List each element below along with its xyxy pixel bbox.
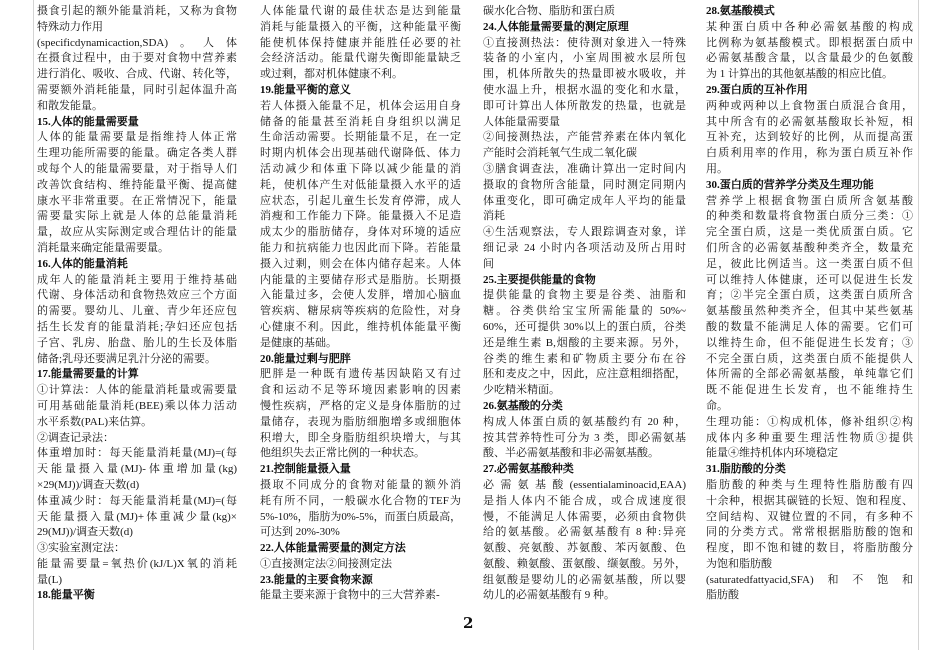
paragraph [37,446,237,493]
text-line: 人体能量需要量 [483,115,560,128]
text-line: 同的分类方式。常常根据脂肪酸的饱和 [706,526,913,539]
section-heading: 28.氨基酸模式 [706,5,775,17]
paragraph [483,225,686,272]
paragraph [706,478,913,573]
text-line: 5%-10%，脂肪为0%-5%，而蛋白质最高， [260,510,461,523]
text-line: 碳水化合物、脂肪和蛋白质 [483,5,615,17]
text-line: 生理功能所需要的能量。确定各类人群 [37,147,237,160]
text-column-1 [37,4,237,604]
text-line: 会经济活动。能量代谢失衡即能量缺乏 [260,52,461,65]
text-line: 还是维生素 B,烟酸的主要来源。另外， [483,336,686,349]
page-border-left [33,0,34,650]
paragraph [260,478,461,541]
text-line: 代谢、身体活动和食物热效应三个方面 [37,289,237,302]
text-line: 细记录 24 小时内各项活动及所占用时 [483,241,686,254]
text-line: 装备的小室内，小室周围被水层所包 [483,52,686,65]
text-line: 体重增加时：每天能量消耗量(MJ)=(每 [37,447,237,460]
text-line: 谷类的维生素和矿物质主要分布在谷 [483,352,686,365]
section-heading: 30.蛋白质的营养学分类及生理功能 [706,178,874,191]
paragraph [706,415,913,462]
text-line: 能使机体保持健康并能胜任必要的社 [260,36,461,49]
paragraph [483,36,686,131]
paragraph [37,36,237,115]
text-line: 脂肪酸 [706,589,739,602]
text-line: 天能量摄入量(MJ)+体重减少量(kg)× [37,510,237,523]
text-line: 人体的能量需要量是指维持人体正常 [37,131,237,144]
section-heading: 26.氨基酸的分类 [483,399,563,412]
text-line: ②调查记录法： [37,431,114,444]
paragraph [37,494,237,541]
text-line: 足，彼此比例适当。这一类蛋白质不但 [706,257,913,270]
text-line: 能力和抗病能力也因此而下降。若能量 [260,241,461,254]
text-line: 能量主要来源于食物中的三大营养素- [260,589,440,602]
text-line: 以维持生命，但不能促进生长发育；③ [706,336,913,349]
text-line: 构成人体蛋白质的氨基酸约有 20 种， [483,415,686,428]
text-line: ×29(MJ))/调查天数(d) [37,478,140,491]
text-line: 十余种，根据其碳链的长短、饱和程度、 [706,494,913,507]
text-line: 程度，即不饱和键的数目，将脂肪酸分 [706,542,913,555]
text-line: 命。 [706,399,728,412]
text-line: 生命活动需要。长期能量不足，在一定 [260,131,461,144]
section-heading: 21.控制能量摄入量 [260,463,351,476]
paragraph [260,99,461,352]
text-line: ①直接测定法②间接测定法 [260,557,392,570]
paragraph [37,557,237,589]
page-border-right [918,0,919,650]
text-line: 量，故应从实际测定或合理估计的能量 [37,226,237,239]
paragraph [706,20,913,83]
text-line: 可以维持人体健康，还可以促进生长发 [706,273,913,286]
text-line: 氨基酸虽然种类齐全，但其中某些氨基 [706,305,913,318]
text-line: 成体内多种重要生理活性物质③提供 [706,431,913,444]
text-line: 29(MJ))/调查天数(d) [37,526,133,539]
text-line: 量储存，表现为脂肪细胞增多或细胞体 [260,415,461,428]
text-line: ①直接测热法：使待测对象进入一特殊 [483,36,686,49]
text-line: 肥胖是一种既有遗传基因缺陷又有过 [260,368,461,381]
section-heading: 29.蛋白质的互补作用 [706,83,808,96]
section-heading: 31.脂肪酸的分类 [706,463,786,476]
paragraph [37,4,237,36]
text-line: 成年人的能量消耗主要用于维持基础 [37,273,237,286]
text-line: 酸、半必需氨基酸和非必需氨基酸。 [483,447,659,460]
text-line: 用。 [706,162,728,175]
section-heading: 16.人体的能量消耗 [37,257,128,270]
text-line: 围，机体所散失的热量即被水吸收，并 [483,68,686,81]
text-line: 氨酸、亮氨酸、苏氨酸、苯丙氨酸、色 [483,542,686,555]
text-line: 在摄食过程中，由于要对食物中营养素 [37,52,237,65]
paragraph [483,478,686,604]
text-line: 少吃精米精面。 [483,384,560,397]
text-line: 水平系数(PAL)来估算。 [37,415,153,428]
text-line: ③膳食调查法，准确计算出一定时间内 [483,162,686,175]
text-column-3 [483,4,686,604]
paragraph [260,4,461,83]
paragraph [37,431,237,447]
text-line: 空间结构、双键位置的不同，有多种不 [706,510,913,523]
text-line: 互补充，达到较好的比例，从而提高蛋 [706,131,913,144]
paragraph [260,588,461,604]
text-line: 耗，使机体产生对低能量摄入水平的适 [260,178,461,191]
text-line: 其中所含有的必需氨基酸取长补短，相 [706,115,913,128]
paragraph [483,415,686,462]
text-column-2 [260,4,461,604]
text-line: 耗有所不同，一般碳水化合物的TEF为 [260,494,461,507]
text-line: (specificdynamicaction,SDA)。人体 [37,36,237,49]
text-line: 消耗与能量摄入的平衡，这种能量平衡 [260,20,461,33]
text-line: 必需氨基酸(essentialaminoacid,EAA) [483,478,686,491]
text-line: 摄取不同成分的食物对能量的额外消 [260,478,461,491]
text-line: 体重变化，即可确定成年人平均的能量 [483,194,686,207]
text-line: 进行消化、吸收、合成、代谢、转化等， [37,68,237,81]
section-heading: 23.能量的主要食物来源 [260,573,373,586]
text-line: 白质利用率的作用，称为蛋白质互补作 [706,147,913,160]
text-line: 氨酸、赖氨酸、蛋氨酸、缬氨酸。另外， [483,557,686,570]
text-line: 们所含的必需氨基酸种类齐全，数量充 [706,241,913,254]
section-heading: 25.主要提供能量的食物 [483,273,596,286]
text-line: 组氨酸是婴幼儿的必需氨基酸，所以婴 [483,573,686,586]
text-line: 即可计算出人体所散发的热量，也就是 [483,99,686,112]
text-line: 心健康不利。因此，维持机体能量平衡 [260,320,461,333]
text-line: ③实验室测定法： [37,542,125,555]
text-line: 应状态，引起儿童生长发育停滞，成人 [260,194,461,207]
text-line: 天能量摄入量(MJ)-体重增加量(kg) [37,463,237,476]
paragraph [260,367,461,462]
text-line: 食和运动不足等环境因素影响的因素 [260,384,461,397]
text-line: 提供能量的食物主要是谷类、油脂和 [483,289,686,302]
text-line: 储备的能量甚至消耗自身组织以满足 [260,115,461,128]
text-line: 胚和麦皮之中，因此，应注意粗细搭配， [483,368,686,381]
text-line: 按其营养特性可分为 3 类，即必需氨基 [483,431,686,444]
section-heading: 19.能量平衡的意义 [260,83,351,96]
paragraph [37,130,237,256]
text-line: 需要额外消耗能量，同时引起体温升高 [37,83,237,96]
text-line: 为 1 计算出的其他氨基酸的相应比值。 [706,68,893,81]
paragraph [260,557,461,573]
text-line: 可达到 20%-30% [260,526,340,539]
text-line: 储备;乳母还要满足乳汁分泌的需要。 [37,352,217,365]
text-column-4 [706,4,913,604]
text-line: 是健康的基础。 [260,336,337,349]
text-line: 体所需的全部必需氨基酸，单纯靠它们 [706,368,913,381]
text-line: 某种蛋白质中各种必需氨基酸的构成 [706,20,913,33]
text-line: 给的氨基酸。必需氨基酸有 8 种:异亮 [483,526,686,539]
text-line: 慢性疾病，严格的定义是身体脂肪的过 [260,399,461,412]
text-line: 入能量过多，会使人发胖，增加心脑血 [260,289,461,302]
text-line: 和散发能量。 [37,99,103,112]
text-line: 子宫、乳房、胎盘、胎儿的生长及体脂 [37,336,237,349]
text-line: 括生长发育的能量消耗;孕妇还应包括 [37,320,237,333]
text-line: ④生活观察法，专人跟踪调查对象，详 [483,226,686,239]
text-line: 能量需要量=氧热价(kJ/L)X氧的消耗 [37,557,237,570]
text-line: 消瘦和工作能力下降。能量摄入不足造 [260,210,461,223]
text-line: 营养学上根据食物蛋白质所含氨基酸 [706,194,913,207]
text-line: (saturatedfattyacid,SFA)和不饱和 [706,573,913,586]
paragraph [37,383,237,430]
text-line: 为饱和脂肪酸 [706,557,772,570]
text-line: 幼儿的必需氨基酸有 9 种。 [483,589,615,602]
text-line: 不完全蛋白质，这类蛋白质不能提供人 [706,352,913,365]
text-line: 酸的数量不能满足人体的需要。它们可 [706,320,913,333]
section-heading: 18.能量平衡 [37,589,95,602]
text-line: 的种类和数量将食物蛋白质分三类：① [706,210,913,223]
text-line: 使水温上升，根据水温的变化和水量， [483,83,686,96]
text-line: 比例称为氨基酸模式。即根据蛋白质中 [706,36,913,49]
text-line: ②间接测热法，产能营养素在体内氧化 [483,131,686,144]
paragraph [483,4,686,20]
section-heading: 22.人体能量需要量的测定方法 [260,542,406,555]
text-line: 特殊动力作用 [37,20,103,33]
text-line: 糖。谷类供给宝宝所需能量的 50%~ [483,305,686,318]
text-line: 脂肪酸的种类与生理特性脂肪酸有四 [706,478,913,491]
text-line: 消耗量来确定能量需要量。 [37,241,169,254]
text-line: 消耗 [483,210,505,223]
section-heading: 20.能量过剩与肥胖 [260,352,351,365]
paragraph [706,573,913,605]
text-line: 是指人体内不能合成，或合成速度很 [483,494,686,507]
text-line: 生理功能：①构成机体，修补组织②构 [706,415,913,428]
paragraph [706,99,913,178]
text-line: 摄食引起的额外能量消耗，又称为食物 [37,5,237,17]
text-line: 必需氨基酸含量，以含量最少的色氨酸 [706,52,913,65]
text-line: 或过剩，都对机体健康不利。 [260,68,403,81]
text-line: 若人体摄入能量不足，机体会运用自身 [260,99,461,112]
section-heading: 27.必需氨基酸种类 [483,463,574,476]
paragraph [37,541,237,557]
text-line: 康水平非常重要。在正常情况下，能量 [37,194,237,207]
text-line: 内能量的主要储存形式是脂肪。长期摄 [260,273,461,286]
paragraph [483,130,686,162]
text-line: 既不能促进生长发育，也不能维持生 [706,384,913,397]
text-line: 摄取的食物所含能量，同时测定同期内 [483,178,686,191]
text-line: 量(L) [37,573,63,586]
page-number: 2 [463,614,474,632]
text-line: 需要量实际上就是人体的总能量消耗 [37,210,237,223]
text-line: 能量④维持机体内环境稳定 [706,447,838,460]
paragraph [37,273,237,368]
text-line: 可用基础能量消耗(BEE)乘以体力活动 [37,399,237,412]
text-line: 产能时会消耗氧气生成二氧化碳 [483,147,637,160]
text-line: 他组织失去正常比例的一种状态。 [260,447,425,460]
text-line: 改善饮食结构、维持能量平衡、提高健 [37,178,237,191]
text-line: 人体能量代谢的最佳状态是达到能量 [260,5,461,17]
section-heading: 17.能量需要量的计算 [37,368,139,381]
text-line: 摄入过剩，则会在体内储存起来。人体 [260,257,461,270]
text-line: 的需要。婴幼儿、儿童、青少年还应包 [37,305,237,318]
text-line: ①计算法：人体的能量消耗量或需要量 [37,384,237,397]
text-line: 60%，还可提供 30%以上的蛋白质，谷类 [483,320,686,333]
text-line: 活动减少和体重下降以减少能量的消 [260,162,461,175]
text-line: 完全蛋白质，这是一类优质蛋白质。它 [706,226,913,239]
section-heading: 24.人体能量需要量的测定原理 [483,20,629,33]
text-line: 或每个人的能量需要量，对于指导人们 [37,162,237,175]
text-line: 管疾病、糖尿病等疾病的危险性，对身 [260,305,461,318]
text-line: 体重减少时：每天能量消耗量(MJ)=(每 [37,494,237,507]
paragraph [483,162,686,225]
paragraph [483,288,686,399]
section-heading: 15.人体的能量需要量 [37,115,139,128]
text-line: 慢，不能满足人体需要，必须由食物供 [483,510,686,523]
text-line: 两种或两种以上食物蛋白质混合食用， [706,99,913,112]
text-line: 育；②半完全蛋白质，这类蛋白质所含 [706,289,913,302]
text-line: 积增大，即全身脂肪组织块增大，与其 [260,431,461,444]
text-line: 时期内机体会出现基础代谢降低、体力 [260,147,461,160]
text-line: 间 [483,257,494,270]
text-line: 成太少的脂肪储存，身体对环境的适应 [260,226,461,239]
paragraph [706,194,913,415]
